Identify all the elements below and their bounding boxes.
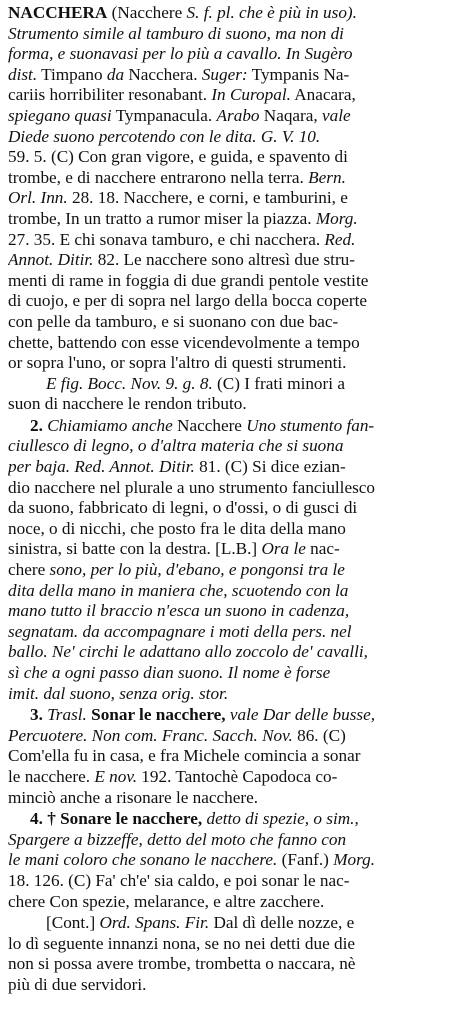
entry-line: 27. 35. E chi sonava tamburo, e chi nacchera. Red. bbox=[8, 229, 356, 249]
sense-4-line: le mani coloro che sonano le nacchere. (Fanf.) Morg. bbox=[8, 850, 376, 870]
sense-3-line: Com'ella fu in casa, e fra Michele comincia a sonar bbox=[8, 746, 361, 766]
entry-line: E fig. Bocc. Nov. 9. g. 8. (C) I frati minori a bbox=[46, 373, 345, 393]
sense-2-line: mano tutto il braccio n'esca un suono in cadenza, bbox=[8, 601, 350, 621]
entry-line: spiegano quasi Tympanacula. Arabo Naqara, vale bbox=[8, 105, 351, 125]
entry-line: chette, battendo con esse vicendevolmente a tempo bbox=[8, 332, 360, 352]
entry-line: Diede suono percotendo con le dita. G. V. 10. bbox=[8, 126, 321, 146]
sense-3-line: Percuotere. Non com. Franc. Sacch. Nov. 86. (C) bbox=[8, 725, 346, 745]
entry-line: suon di nacchere le rendon tributo. bbox=[8, 394, 247, 414]
entry-line: menti di rame in foggia di due grandi pentole vestite bbox=[8, 270, 369, 290]
sense-2-line: 2. Chiamiamo anche Nacchere Uno stumento fan- bbox=[30, 415, 375, 435]
sense-4-line: 4. † Sonare le nacchere, detto di spezie, o sim., bbox=[30, 809, 359, 829]
cont-line: non si possa avere trombe, trombetta o naccara, nè bbox=[8, 954, 356, 974]
entry-line: cariis horribiliter resonabant. In Curopal. Anacara, bbox=[8, 85, 356, 105]
entry-line: forma, e suonavasi per lo più a cavallo. In Sugèro bbox=[8, 44, 353, 64]
sense-2-line: noce, o di nicchi, che posto fra le dita della mano bbox=[8, 518, 346, 538]
entry-line: Strumento simile al tamburo di suono, ma non di bbox=[8, 23, 344, 43]
entry-line: trombe, In un tratto a rumor miser la piazza. Morg. bbox=[8, 208, 358, 228]
sense-number: 4. † bbox=[30, 809, 61, 829]
entry-line: Annot. Ditir. 82. Le nacchere sono altresì due stru- bbox=[8, 250, 355, 270]
entry-line: or sopra l'uno, or sopra l'altro di questi strumenti. bbox=[8, 353, 347, 373]
entry-line: 59. 5. (C) Con gran vigore, e guida, e spavento di bbox=[8, 147, 348, 167]
sense-2-line: imit. dal suono, senza orig. stor. bbox=[8, 683, 229, 703]
sense-3-line: le nacchere. E nov. 192. Tantochè Capodoca co- bbox=[8, 766, 338, 786]
sense-4-line: Spargere a bizzeffe, detto del moto che fanno con bbox=[8, 829, 347, 849]
sense-2-line: dita della mano in maniera che, scuotendo con la bbox=[8, 580, 349, 600]
sense-2-line: da suono, fabbricato di legni, o d'ossi, o di gusci di bbox=[8, 498, 358, 518]
sense-2-line: per baja. Red. Annot. Ditir. 81. (C) Si dice ezian- bbox=[8, 457, 346, 477]
cont-line: [Cont.] Ord. Spans. Fir. Dal dì delle nozze, e bbox=[46, 913, 355, 933]
sense-2-line: segnatam. da accompagnare i moti della pers. nel bbox=[8, 621, 352, 641]
entry-line: NACCHERA (Nacchere S. f. pl. che è più in uso). bbox=[8, 3, 357, 22]
entry-line: con pelle da tamburo, e si suonano con due bac- bbox=[8, 311, 339, 331]
sense-number: 2. bbox=[30, 415, 48, 435]
entry-line: dist. Timpano da Nacchera. Suger: Tympanis Na- bbox=[8, 64, 350, 84]
sense-2-line: chere sono, per lo più, d'ebano, e pongonsi tra le bbox=[8, 560, 345, 580]
cont-line: lo dì seguente innanzi nona, se no nei detti due die bbox=[8, 933, 355, 953]
entry-line: di cuojo, e per di sopra nel largo della bocca coperte bbox=[8, 291, 368, 311]
entry-line: Orl. Inn. 28. 18. Nacchere, e corni, e tamburini, e bbox=[8, 188, 348, 208]
sense-2-line: ballo. Ne' circhi le adattano allo zoccolo de' cavalli, bbox=[8, 642, 368, 662]
sense-4-line: 18. 126. (C) Fa' ch'e' sia caldo, e poi sonar le nac- bbox=[8, 870, 350, 890]
sense-4-line: chere Con spezie, melarance, e altre zacchere. bbox=[8, 891, 325, 911]
sense-2-line: sì che a ogni passo dian suono. Il nome è forse bbox=[8, 663, 331, 682]
sense-3-line: 3. Trasl. Sonar le nacchere, vale Dar delle busse, bbox=[30, 705, 376, 725]
sense-2-line: sinistra, si batte con la destra. [L.B.] Ora le nac- bbox=[8, 539, 340, 559]
cont-line: più di due servidori. bbox=[8, 974, 147, 994]
entry-line: trombe, e di nacchere entrarono nella terra. Bern. bbox=[8, 167, 346, 187]
sense-2-line: ciullesco di legno, o d'altra materia che si suona bbox=[8, 436, 344, 456]
sense-2-line: dio nacchere nel plurale a uno strumento fanciullesco bbox=[8, 477, 375, 497]
headword: NACCHERA bbox=[8, 3, 108, 22]
sense-number: 3. bbox=[30, 705, 48, 725]
sense-3-line: minciò anche a risonare le nacchere. bbox=[8, 787, 259, 807]
